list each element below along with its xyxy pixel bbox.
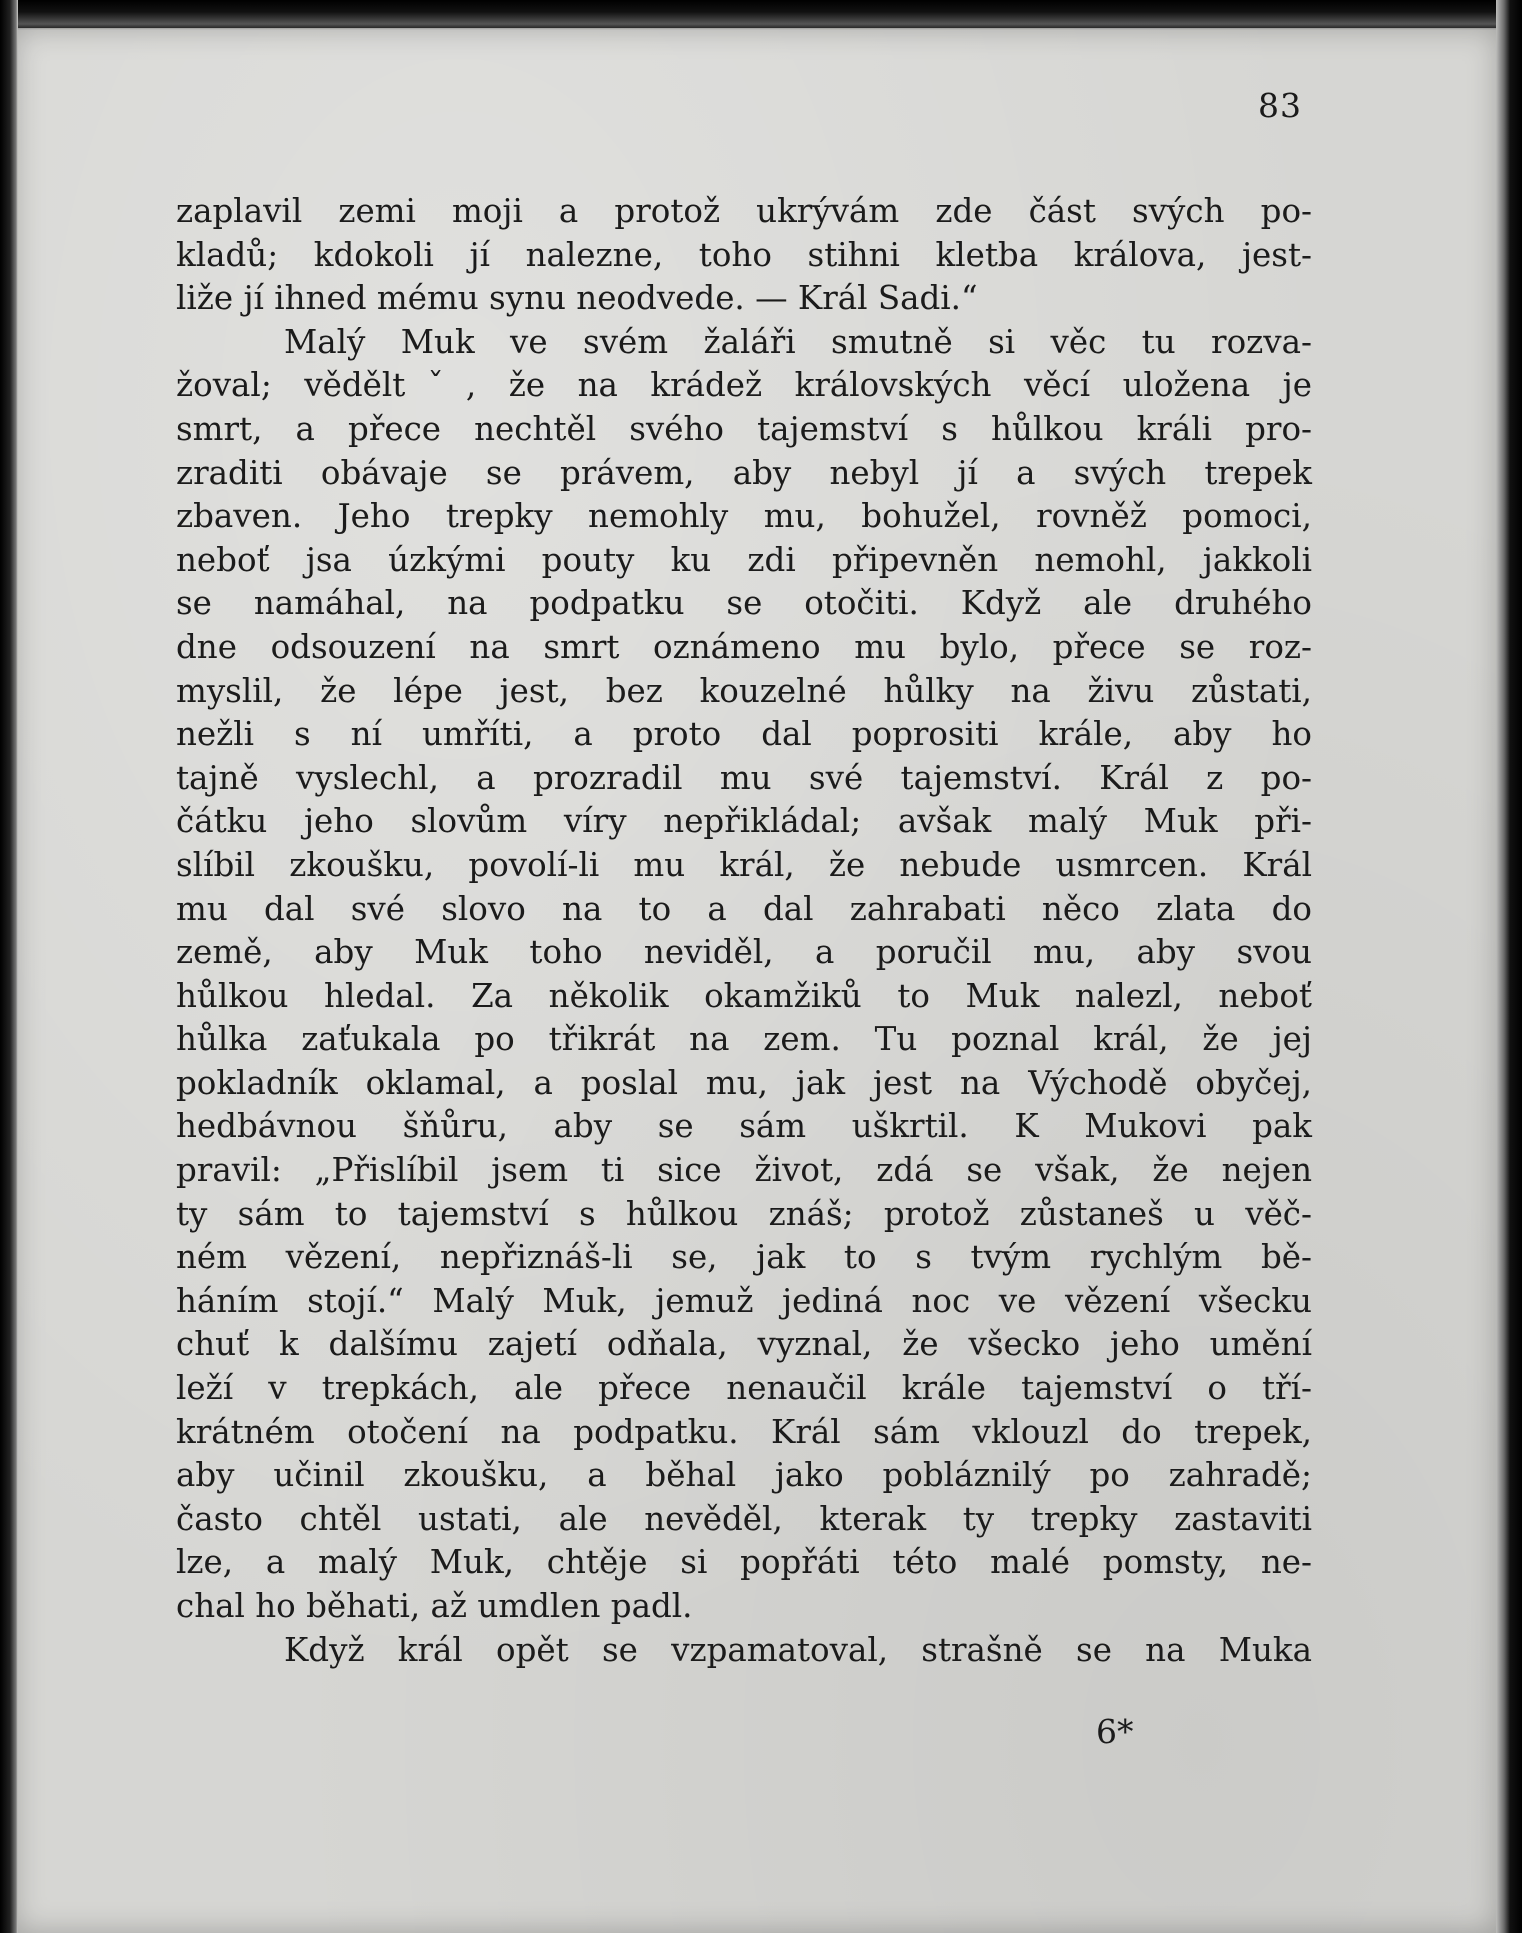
text-line: mu dal své slovo na to a dal zahrabati něco zlata do — [176, 889, 1312, 928]
page-number: 83 — [1258, 86, 1302, 125]
text-line: zbaven. Jeho trepky nemohly mu, bohužel, rovněž pomoci, — [176, 497, 1312, 536]
text-line: slíbil zkoušku, povolí-li mu král, že nebude usmrcen. Král — [176, 845, 1312, 884]
text-line: Malý Muk ve svém žaláři smutně si věc tu rozva- — [284, 322, 1312, 361]
text-line: hůlkou hledal. Za několik okamžiků to Muk nalezl, neboť — [176, 976, 1312, 1015]
text-line: hedbávnou šňůru, aby se sám uškrtil. K Mukovi pak — [176, 1107, 1312, 1146]
text-line: háním stojí.“ Malý Muk, jemuž jediná noc ve vězení všecku — [176, 1281, 1312, 1320]
text-line: pravil: „Přislíbil jsem ti sice život, zdá se však, že nejen — [176, 1151, 1312, 1190]
signature-mark: 6* — [1096, 1712, 1134, 1751]
text-line: žoval; věděltˇ, že na krádež královských věcí uložena je — [176, 366, 1312, 405]
text-line: chuť k dalšímu zajetí odňala, vyznal, že všecko jeho umění — [176, 1325, 1312, 1364]
text-line: ném vězení, nepřiznáš-li se, jak to s tvým rychlým bě- — [176, 1238, 1312, 1277]
text-line: neboť jsa úzkými pouty ku zdi připevněn nemohl, jakkoli — [176, 540, 1312, 579]
text-line: pokladník oklamal, a poslal mu, jak jest na Východě obyčej, — [176, 1063, 1312, 1102]
text-line: krátném otočení na podpatku. Král sám vklouzl do trepek, — [176, 1412, 1312, 1451]
text-line: smrt, a přece nechtěl svého tajemství s hůlkou králi pro- — [176, 409, 1312, 448]
text-line: lze, a malý Muk, chtěje si popřáti této malé pomsty, ne- — [176, 1543, 1312, 1582]
text-line: myslil, že lépe jest, bez kouzelné hůlky na živu zůstati, — [176, 671, 1312, 710]
text-line: tajně vyslechl, a prozradil mu své tajemství. Král z po- — [176, 758, 1312, 797]
text-line: zraditi obávaje se právem, aby nebyl jí a svých trepek — [176, 453, 1312, 492]
top-scan-border — [0, 0, 1522, 30]
text-line: liže jí ihned mému synu neodvede. — Král Sadi.“ — [176, 279, 978, 318]
text-line: nežli s ní umříti, a proto dal poprositi krále, aby ho — [176, 715, 1312, 754]
text-line: Když král opět se vzpamatoval, strašně se na Muka — [284, 1630, 1312, 1669]
text-line: čátku jeho slovům víry nepřikládal; avšak malý Muk při- — [176, 802, 1312, 841]
text-line: se namáhal, na podpatku se otočiti. Když ale druhého — [176, 584, 1312, 623]
right-scan-border — [1496, 0, 1522, 1933]
text-line: ty sám to tajemství s hůlkou znáš; protož zůstaneš u věč- — [176, 1194, 1312, 1233]
text-line: často chtěl ustati, ale nevěděl, kterak ty trepky zastaviti — [176, 1499, 1312, 1538]
text-line: kladů; kdokoli jí nalezne, toho stihni kletba králova, jest- — [176, 235, 1312, 274]
text-line: zaplavil zemi moji a protož ukrývám zde část svých po- — [176, 192, 1312, 230]
left-scan-border — [0, 0, 18, 1933]
body-text — [176, 190, 1312, 1672]
text-line: dne odsouzení na smrt oznámeno mu bylo, přece se roz- — [176, 627, 1312, 666]
text-line: leží v trepkách, ale přece nenaučil krále tajemství o tří- — [176, 1369, 1312, 1408]
text-line: země, aby Muk toho neviděl, a poručil mu, aby svou — [176, 933, 1312, 972]
text-line: hůlka zaťukala po třikrát na zem. Tu poznal král, že jej — [176, 1020, 1312, 1059]
text-line: chal ho běhati, až umdlen padl. — [176, 1587, 693, 1625]
text-line: aby učinil zkoušku, a běhal jako pobláznilý po zahradě; — [176, 1456, 1312, 1495]
